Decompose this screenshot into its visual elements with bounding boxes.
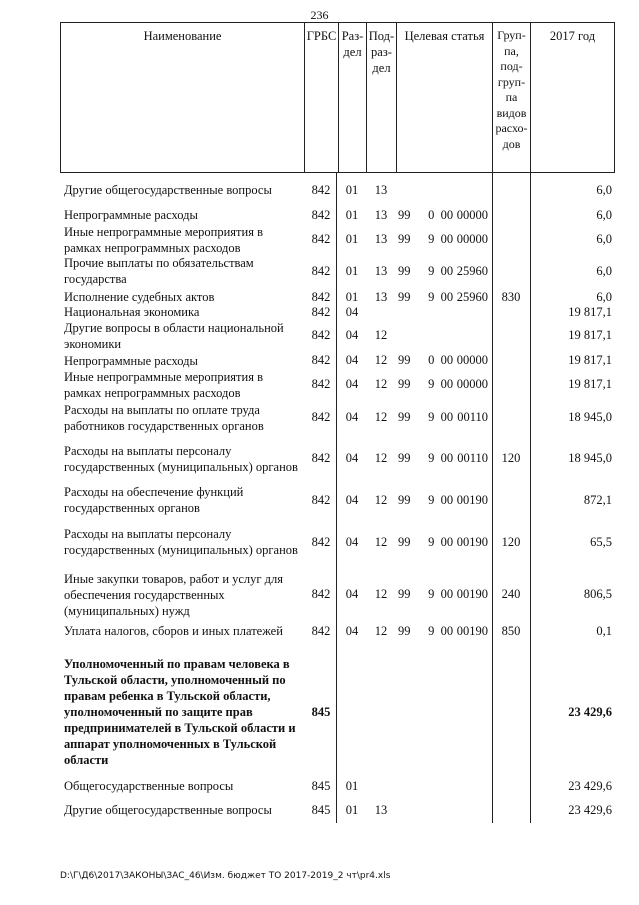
row-group: [492, 179, 530, 201]
row-grbs: 845: [311, 802, 331, 817]
row-name: Общегосударственные вопросы: [64, 779, 234, 793]
target-article-part: 9: [428, 410, 435, 424]
row-razdel: 01: [345, 802, 359, 817]
row-amount: 6,0: [596, 289, 612, 304]
row-amount: 19 817,1: [568, 304, 612, 319]
row-podrazdel: 13: [374, 289, 388, 304]
target-article-part: 00: [440, 587, 454, 601]
row-razdel: 04: [345, 410, 359, 424]
target-article-part: 00: [440, 534, 454, 549]
target-article-part: 99: [398, 410, 411, 424]
target-article-part: 25960: [456, 289, 489, 304]
row-name: Другие общегосударственные вопросы: [64, 183, 272, 197]
row-target-article: [398, 777, 490, 795]
row-group: 120: [501, 451, 521, 465]
row-podrazdel: 12: [374, 410, 388, 424]
target-article-part: 99: [398, 492, 411, 507]
row-podrazdel: 12: [374, 328, 388, 342]
file-path-footer: D:\Г\Д6\2017\ЗАКОНЫ\ЗАС_46\Изм. бюджет ТО 2017-2019_2 чт\pr4.xls: [60, 871, 391, 881]
row-amount: 65,5: [590, 534, 612, 549]
row-name: Расходы на выплаты по оплате труда работников государственных органов: [64, 402, 264, 433]
row-name: Другие вопросы в области национальной экономики: [64, 320, 284, 351]
row-name: Расходы на выплаты персоналу государственных (муниципальных) органов: [64, 443, 298, 474]
row-podrazdel: 12: [374, 451, 388, 465]
row-amount: 18 945,0: [568, 451, 612, 465]
header-target: Целевая статья: [397, 23, 493, 172]
row-grbs: 842: [311, 623, 331, 638]
row-razdel: 01: [345, 289, 359, 304]
row-grbs: 842: [311, 492, 331, 507]
row-name: Расходы на обеспечение функций государственных органов: [64, 485, 244, 515]
row-amount: 6,0: [596, 263, 612, 278]
row-group: [492, 256, 530, 286]
target-article-part: 99: [398, 534, 411, 549]
header-podrazdel: Под- раз- дел: [367, 23, 397, 172]
row-grbs: 842: [311, 232, 331, 246]
row-name: Уполномоченный по правам человека в Тульской области, уполномоченный по правам ребенка в Тульской области, уполномоченный по защите прав предпринимателей в Тульской области и аппарат уполномоченных в Тульской области: [64, 657, 296, 767]
table-row: [60, 622, 615, 640]
row-podrazdel: 13: [374, 207, 388, 222]
row-group: [492, 320, 530, 351]
row-grbs: 842: [311, 353, 331, 367]
row-name: Иные непрограммные мероприятия в рамках непрограммных расходов: [64, 369, 263, 400]
header-name: Наименование: [61, 23, 305, 172]
row-grbs: 845: [311, 704, 331, 719]
row-podrazdel: 13: [374, 802, 388, 817]
row-razdel: 04: [345, 304, 359, 319]
target-article-part: 00: [440, 492, 454, 507]
row-amount: 6,0: [596, 232, 612, 246]
row-grbs: 842: [311, 534, 331, 549]
row-amount: 6,0: [596, 207, 612, 222]
row-podrazdel: [366, 655, 396, 769]
row-podrazdel: 12: [374, 623, 388, 638]
header-grbs: ГРБС: [305, 23, 339, 172]
table-row: [60, 320, 615, 351]
table-row: [60, 206, 615, 224]
row-grbs: 842: [311, 328, 331, 342]
row-razdel: 01: [345, 778, 359, 793]
target-article-part: 99: [398, 207, 411, 222]
row-razdel: 04: [345, 328, 359, 342]
row-amount: 872,1: [583, 492, 612, 507]
target-article-part: 00190: [456, 534, 489, 549]
table-row: [60, 566, 615, 623]
row-grbs: 845: [311, 778, 331, 793]
row-grbs: 842: [311, 182, 331, 197]
target-article-part: 99: [398, 377, 411, 391]
header-group: Груп- па, под- груп- па видов расхо- дов: [493, 23, 531, 172]
table-row: [60, 179, 615, 201]
row-razdel: 01: [345, 232, 359, 246]
target-article-part: 99: [398, 353, 411, 367]
page-number: 236: [310, 8, 329, 22]
row-name: Расходы на выплаты персоналу государственных (муниципальных) органов: [64, 527, 298, 557]
row-group: [492, 800, 530, 820]
row-group: 120: [501, 534, 521, 549]
target-article-part: 9: [428, 623, 435, 638]
target-article-part: 99: [398, 289, 411, 304]
row-target-article: [398, 566, 490, 623]
row-grbs: 842: [311, 263, 331, 278]
target-article-part: 00000: [456, 207, 489, 222]
target-article-part: 00: [440, 232, 454, 246]
target-article-part: 00190: [456, 623, 489, 638]
row-name: Прочие выплаты по обязательствам государства: [64, 256, 254, 286]
target-article-part: 00000: [456, 353, 489, 367]
target-article-part: 00110: [457, 410, 489, 424]
row-podrazdel: 12: [374, 377, 388, 391]
row-name: Непрограммные расходы: [64, 208, 198, 222]
row-grbs: 842: [311, 451, 331, 465]
row-amount: 19 817,1: [568, 353, 612, 367]
row-razdel: 04: [345, 353, 359, 367]
row-podrazdel: 13: [374, 232, 388, 246]
table-row: [60, 655, 615, 769]
target-article-part: 00110: [457, 451, 489, 465]
row-group: [492, 777, 530, 795]
row-podrazdel: [366, 304, 396, 320]
table-row: [60, 777, 615, 795]
row-amount: 0,1: [596, 623, 612, 638]
row-target-article: [398, 800, 490, 820]
table-row: [60, 352, 615, 369]
row-razdel: 04: [345, 492, 359, 507]
row-podrazdel: 12: [374, 353, 388, 367]
target-article-part: 99: [398, 451, 411, 465]
row-razdel: 01: [345, 207, 359, 222]
row-group: [492, 484, 530, 516]
target-article-part: 99: [398, 623, 411, 638]
row-group: [492, 352, 530, 369]
row-group: 850: [501, 623, 521, 638]
target-article-part: 00: [440, 353, 454, 367]
row-grbs: 842: [311, 207, 331, 222]
row-target-article: [398, 320, 490, 351]
table-row: [60, 401, 615, 434]
row-target-article: [398, 304, 490, 320]
row-target-article: [398, 622, 490, 640]
target-article-part: 9: [428, 377, 435, 391]
row-grbs: 842: [311, 304, 331, 319]
target-article-part: 00: [440, 451, 454, 465]
target-article-part: 00000: [456, 377, 489, 391]
target-article-part: 99: [398, 232, 411, 246]
row-target-article: [398, 226, 490, 253]
row-target-article: [398, 206, 490, 224]
row-razdel: 01: [345, 263, 359, 278]
row-name: Национальная экономика: [64, 305, 200, 319]
table-row: [60, 226, 615, 253]
target-article-part: 00: [440, 207, 454, 222]
target-article-part: 9: [428, 232, 435, 246]
row-target-article: [398, 352, 490, 369]
row-amount: 23 429,6: [568, 802, 612, 817]
row-podrazdel: 12: [374, 492, 388, 507]
row-name: Иные закупки товаров, работ и услуг для обеспечения государственных (муниципальных) нужд: [64, 571, 284, 618]
target-article-part: 99: [398, 587, 411, 601]
target-article-part: 00: [440, 623, 454, 638]
row-podrazdel: 13: [374, 182, 388, 197]
target-article-part: 9: [428, 451, 435, 465]
row-group: [492, 226, 530, 253]
row-amount: 23 429,6: [568, 778, 612, 793]
row-amount: 19 817,1: [568, 328, 612, 342]
row-group: [492, 369, 530, 400]
row-razdel: [338, 655, 366, 769]
row-name: Непрограммные расходы: [64, 353, 198, 368]
row-group: 240: [501, 587, 521, 601]
table-row: [60, 800, 615, 820]
target-article-part: 00: [440, 410, 454, 424]
row-podrazdel: 12: [374, 587, 388, 601]
row-amount: 806,5: [583, 587, 612, 601]
target-article-part: 9: [428, 587, 435, 601]
row-podrazdel: 12: [374, 534, 388, 549]
row-group: 830: [501, 289, 521, 304]
target-article-part: 00190: [456, 492, 489, 507]
target-article-part: 00190: [456, 587, 489, 601]
row-podrazdel: 13: [374, 263, 388, 278]
row-name: Уплата налогов, сборов и иных платежей: [64, 624, 283, 638]
row-amount: 6,0: [596, 182, 612, 197]
row-target-article: [398, 256, 490, 286]
target-article-part: 25960: [456, 263, 489, 278]
row-target-article: [398, 655, 490, 769]
table-row: [60, 304, 615, 320]
row-razdel: 04: [345, 377, 359, 391]
row-target-article: [398, 401, 490, 434]
row-razdel: 04: [345, 451, 359, 465]
target-article-part: 9: [428, 289, 435, 304]
table-row: [60, 484, 615, 516]
table-row: [60, 369, 615, 400]
target-article-part: 9: [428, 263, 435, 278]
target-article-part: 9: [428, 492, 435, 507]
row-grbs: 842: [311, 377, 331, 391]
row-target-article: [398, 179, 490, 201]
table-row: [60, 517, 615, 567]
row-amount: 19 817,1: [568, 377, 612, 391]
table-row: [60, 256, 615, 286]
row-group: [492, 655, 530, 769]
row-podrazdel: [366, 777, 396, 795]
target-article-part: 00000: [456, 232, 489, 246]
row-grbs: 842: [311, 410, 331, 424]
header-razdel: Раз- дел: [339, 23, 367, 172]
row-group: [492, 401, 530, 434]
row-target-article: [398, 434, 490, 483]
table-header: [60, 22, 615, 173]
row-target-article: [398, 369, 490, 400]
row-group: [492, 304, 530, 320]
target-article-part: 00: [440, 289, 454, 304]
target-article-part: 9: [428, 534, 435, 549]
target-article-part: 0: [428, 353, 435, 367]
row-target-article: [398, 484, 490, 516]
row-target-article: [398, 517, 490, 567]
row-razdel: 04: [345, 623, 359, 638]
row-name: Другие общегосударственные вопросы: [64, 803, 272, 817]
table-row: [60, 434, 615, 483]
row-razdel: 04: [345, 587, 359, 601]
target-article-part: 00: [440, 263, 454, 278]
header-year: 2017 год: [549, 29, 596, 43]
target-article-part: 0: [428, 207, 435, 222]
row-amount: 18 945,0: [568, 410, 612, 424]
row-razdel: 01: [345, 182, 359, 197]
row-amount: 23 429,6: [568, 704, 612, 719]
target-article-part: 00: [440, 377, 454, 391]
target-article-part: 99: [398, 263, 411, 278]
row-name: Иные непрограммные мероприятия в рамках непрограммных расходов: [64, 224, 263, 255]
row-name: Исполнение судебных актов: [64, 290, 215, 304]
row-grbs: 842: [311, 289, 331, 304]
row-grbs: 842: [311, 587, 331, 601]
row-group: [492, 206, 530, 224]
row-razdel: 04: [345, 534, 359, 549]
